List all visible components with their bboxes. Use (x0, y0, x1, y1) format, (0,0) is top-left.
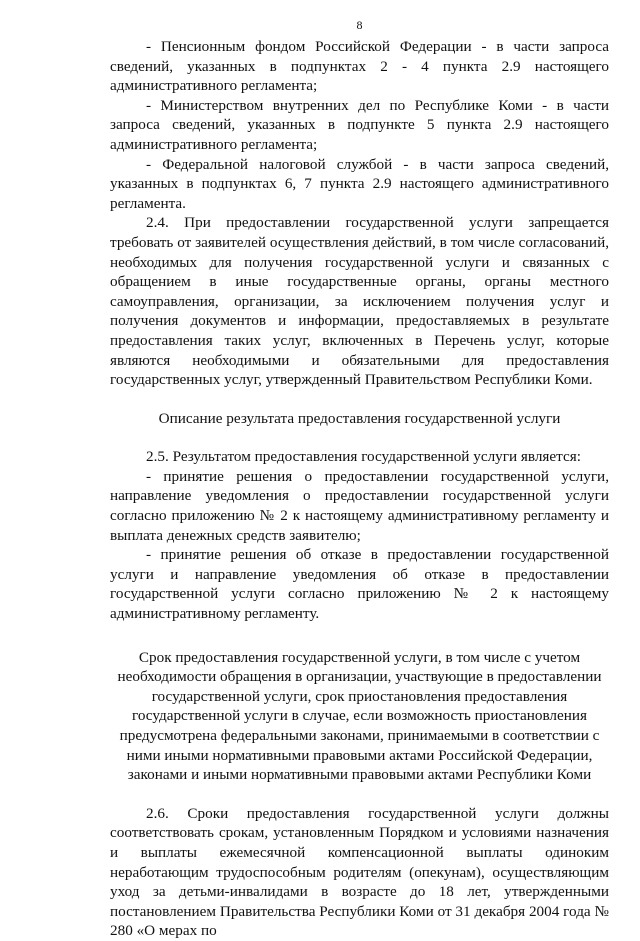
spacer (110, 624, 609, 648)
paragraph-pension-fund: - Пенсионным фондом Российской Федерации - в части запроса сведений, указанных в подпунктах 2 - 4 пункта 2.9 настоящего административного регламента; (110, 38, 609, 95)
paragraph-refusal-decision: - принятие решения об отказе в предоставлении государственной услуги и направление уведомления об отказе в предоставлении государственной услуги согласно приложению № 2 к настоящему административному регламенту. (110, 546, 609, 623)
page-number: 8 (356, 18, 363, 32)
paragraph-mvd-komi: - Министерством внутренних дел по Республике Коми - в части запроса сведений, указанных в подпункте 5 пункта 2.9 настоящего административного регламента; (110, 96, 609, 153)
paragraph-2-6: 2.6. Сроки предоставления государственной услуги должны соответствовать срокам, установленным Порядком и условиями назначения и выплаты ежемесячной компенсационной выплаты одиноким неработающим трудоспособным родителям (опекунам), осуществляющим уход за детьми-инвалидами в возрасте до 18 лет, утвержденными постановлением Правительства Республики Коми от 31 декабря 2004 года № 280 «О мерах по (110, 804, 609, 940)
spacer (110, 428, 609, 447)
paragraph-2-5: 2.5. Результатом предоставления государственной услуги является: (146, 448, 581, 466)
paragraph-2-4: 2.4. При предоставлении государственной услуги запрещается требовать от заявителей осуществления действий, в том числе согласований, необходимых для получения государственной услуги и связанных с обращением в иные государственные органы, органы местного самоуправления, организации, за исключением получения услуг и получения документов и информации, предоставляемых в результате предоставления таких услуг, включенных в Перечень услуг, которые являются необходимыми и обязательными для предоставления государственных услуг, утвержденный Правительством Республики Коми. (110, 214, 609, 389)
document-body (110, 37, 609, 941)
paragraph-tax-service: - Федеральной налоговой службой - в части запроса сведений, указанных в подпунктах 6, 7 пункта 2.9 настоящего административного регламента. (110, 155, 609, 212)
paragraph-approval-decision: - принятие решения о предоставлении государственной услуги, направление уведомления о предоставлении государственной услуги согласно приложению № 2 к настоящему административному регламенту и выплата денежных средств заявителю; (110, 467, 609, 544)
section-heading-term: Срок предоставления государственной услуги, в том числе с учетом необходимости обращения в организации, участвующие в предоставлении государственной услуги, срок приостановления предоставления государственной услуги в случае, если возможность приостановления предусмотрена федеральными законами, принимаемыми в соответствии с ними иными нормативными правовыми актами Российской Федерации, законами и иными нормативными правовыми актами Республики Коми (117, 648, 602, 784)
spacer (110, 390, 609, 409)
spacer (110, 785, 609, 804)
section-heading-result: Описание результата предоставления государственной услуги (158, 409, 561, 427)
